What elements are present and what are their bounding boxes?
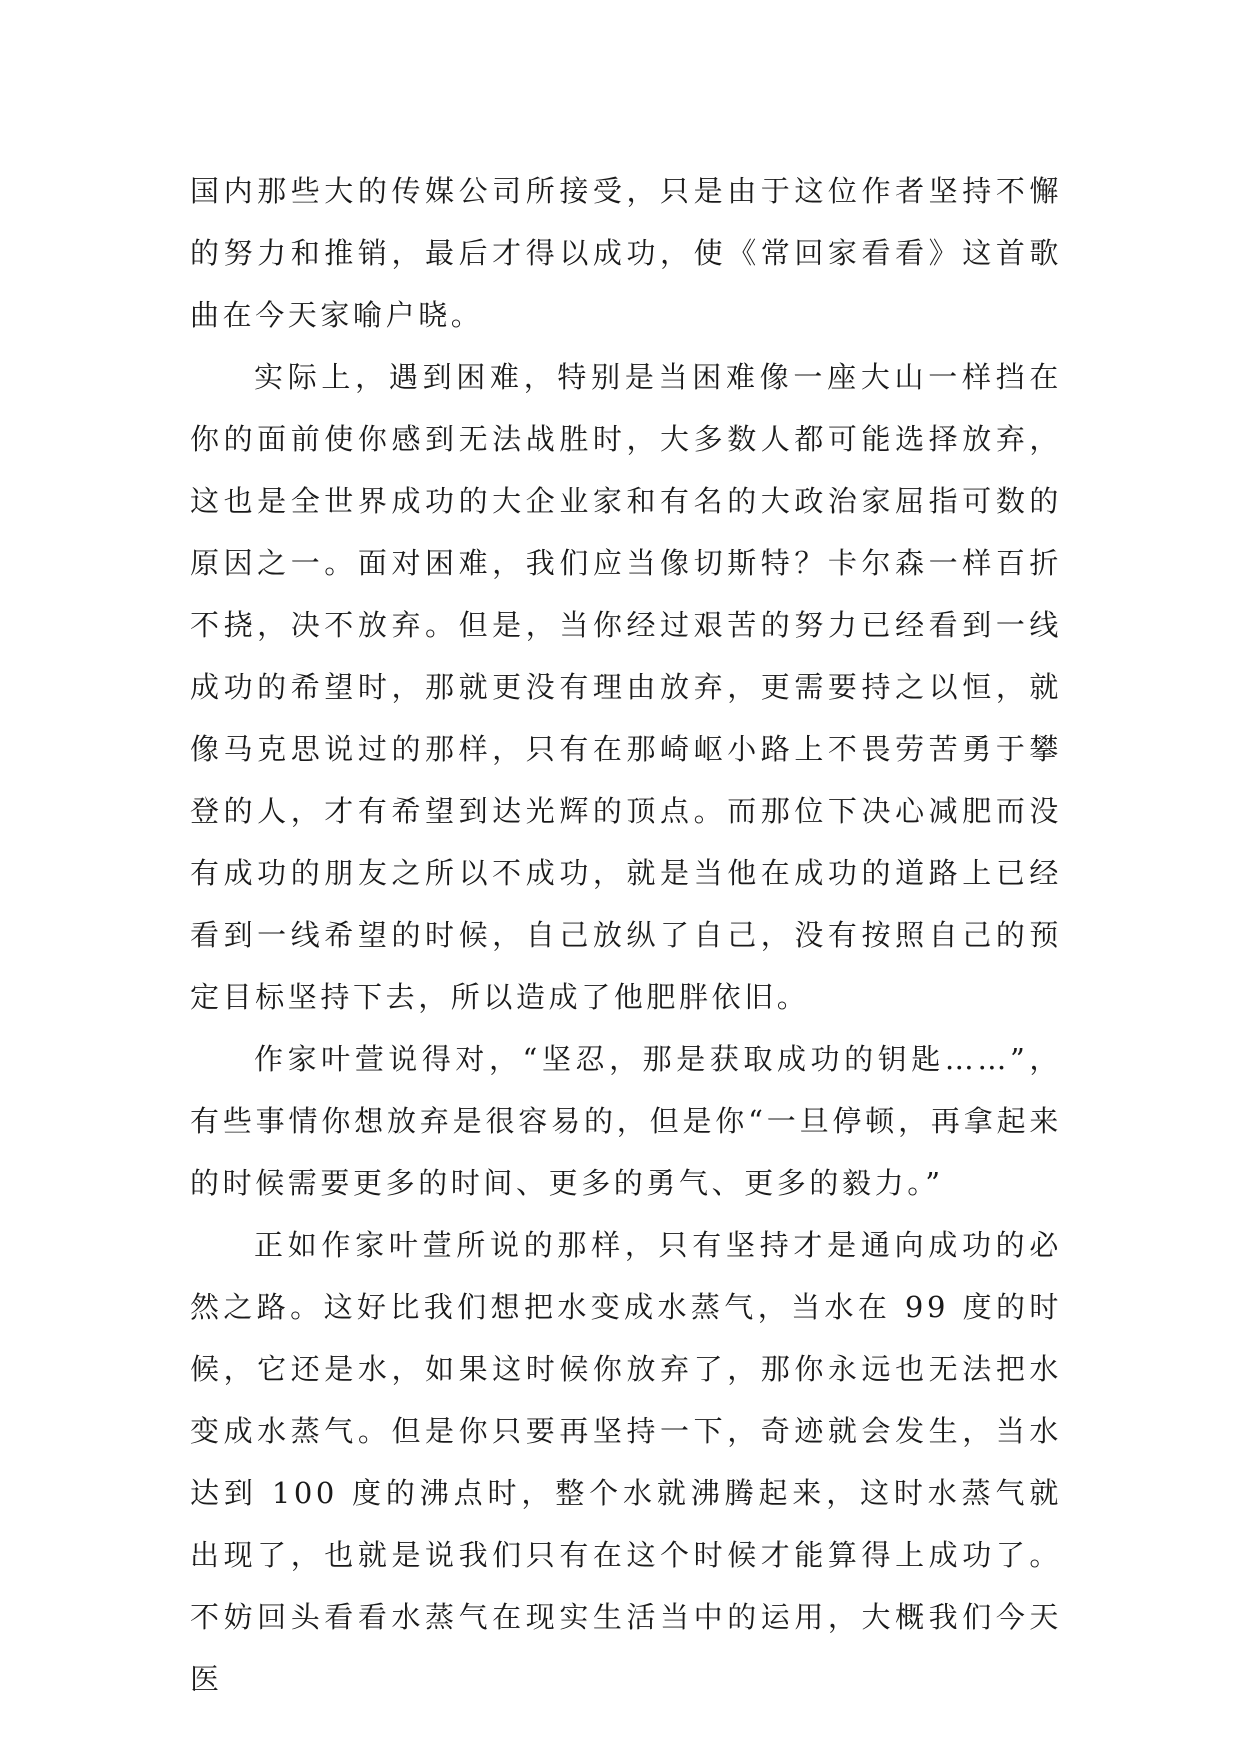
paragraph-4: 正如作家叶萱所说的那样，只有坚持才是通向成功的必然之路。这好比我们想把水变成水蒸气，当水在 99 度的时候，它还是水，如果这时候你放弃了，那你永远也无法把水变成水蒸气。但是你只要再坚持一下，奇迹就会发生，当水达到 100 度的沸点时，整个水就沸腾起来，这时水蒸气就出现了，也就是说我们只有在这个时候才能算得上成功了。不妨回头看看水蒸气在现实生活当中的运用，大概我们今天医 (190, 1228, 1062, 1696)
document-body (190, 160, 1062, 1710)
paragraph-3: 作家叶萱说得对，“坚忍，那是获取成功的钥匙……”，有些事情你想放弃是很容易的，但是你“一旦停顿，再拿起来的时候需要更多的时间、更多的勇气、更多的毅力。” (190, 1042, 1062, 1200)
paragraph-1: 国内那些大的传媒公司所接受，只是由于这位作者坚持不懈的努力和推销，最后才得以成功，使《常回家看看》这首歌曲在今天家喻户晓。 (190, 174, 1062, 332)
paragraph-2: 实际上，遇到困难，特别是当困难像一座大山一样挡在你的面前使你感到无法战胜时，大多数人都可能选择放弃，这也是全世界成功的大企业家和有名的大政治家屈指可数的原因之一。面对困难，我们应当像切斯特？卡尔森一样百折不挠，决不放弃。但是，当你经过艰苦的努力已经看到一线成功的希望时，那就更没有理由放弃，更需要持之以恒，就像马克思说过的那样，只有在那崎岖小路上不畏劳苦勇于攀登的人，才有希望到达光辉的顶点。而那位下决心减肥而没有成功的朋友之所以不成功，就是当他在成功的道路上已经看到一线希望的时候，自己放纵了自己，没有按照自己的预定目标坚持下去，所以造成了他肥胖依旧。 (190, 360, 1062, 1014)
